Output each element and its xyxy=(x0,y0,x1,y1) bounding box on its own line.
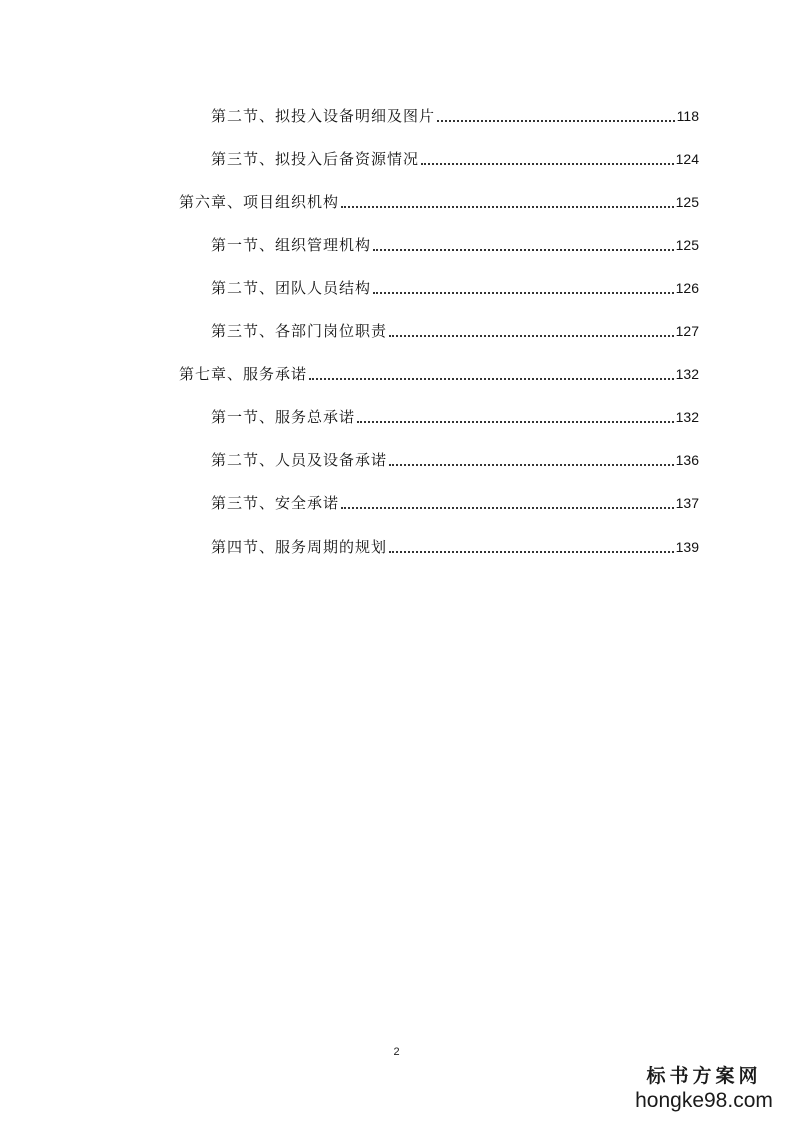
toc-entry[interactable] xyxy=(211,105,699,127)
toc-entry[interactable] xyxy=(179,363,699,385)
watermark-url: hongke98.com xyxy=(635,1089,773,1112)
toc-dot-leader xyxy=(389,551,674,553)
toc-entry-title: 第二节、人员及设备承诺 xyxy=(211,451,388,469)
page-number: 2 xyxy=(393,1046,400,1058)
toc-entry[interactable] xyxy=(211,148,699,170)
toc-entry[interactable] xyxy=(211,277,699,299)
toc-entry-page: 132 xyxy=(675,409,699,425)
toc-dot-leader xyxy=(357,421,674,423)
toc-entry-title: 第三节、拟投入后备资源情况 xyxy=(211,150,420,168)
toc-entry[interactable] xyxy=(211,406,699,428)
toc-entry-page: 137 xyxy=(675,495,699,511)
toc-entry-page: 125 xyxy=(675,237,699,253)
toc-entry-title: 第七章、服务承诺 xyxy=(179,365,308,383)
toc-entry-page: 124 xyxy=(675,151,699,167)
toc-dot-leader xyxy=(341,206,674,208)
toc-entry-title: 第六章、项目组织机构 xyxy=(179,193,340,211)
toc-dot-leader xyxy=(389,464,674,466)
toc-dot-leader xyxy=(389,335,674,337)
watermark xyxy=(629,1064,779,1114)
toc-entry-page: 127 xyxy=(675,323,699,339)
toc-dot-leader xyxy=(373,249,674,251)
toc-entry[interactable] xyxy=(211,536,699,558)
watermark-name: 标书方案网 xyxy=(646,1065,762,1087)
toc-dot-leader xyxy=(421,163,674,165)
toc-entry-title: 第二节、拟投入设备明细及图片 xyxy=(211,107,436,125)
toc-entry-page: 125 xyxy=(675,194,699,210)
toc-dot-leader xyxy=(437,120,675,122)
toc-entry-title: 第二节、团队人员结构 xyxy=(211,279,372,297)
toc-entry-title: 第一节、组织管理机构 xyxy=(211,236,372,254)
toc-entry[interactable] xyxy=(211,449,699,471)
toc-dot-leader xyxy=(373,292,674,294)
toc-entry-page: 139 xyxy=(675,539,699,555)
toc-dot-leader xyxy=(309,378,674,380)
toc-entry-title: 第三节、各部门岗位职责 xyxy=(211,322,388,340)
toc-entry-page: 136 xyxy=(675,452,699,468)
toc-dot-leader xyxy=(341,507,674,509)
toc-entry-title: 第四节、服务周期的规划 xyxy=(211,538,388,556)
toc-entry-page: 118 xyxy=(676,108,699,124)
toc-entry-title: 第三节、安全承诺 xyxy=(211,494,340,512)
toc-entry[interactable] xyxy=(211,492,699,514)
toc-entry[interactable] xyxy=(211,234,699,256)
toc-entry[interactable] xyxy=(179,191,699,213)
toc-entry-title: 第一节、服务总承诺 xyxy=(211,408,356,426)
toc-entry-page: 126 xyxy=(675,280,699,296)
toc-entry[interactable] xyxy=(211,320,699,342)
toc-entry-page: 132 xyxy=(675,366,699,382)
